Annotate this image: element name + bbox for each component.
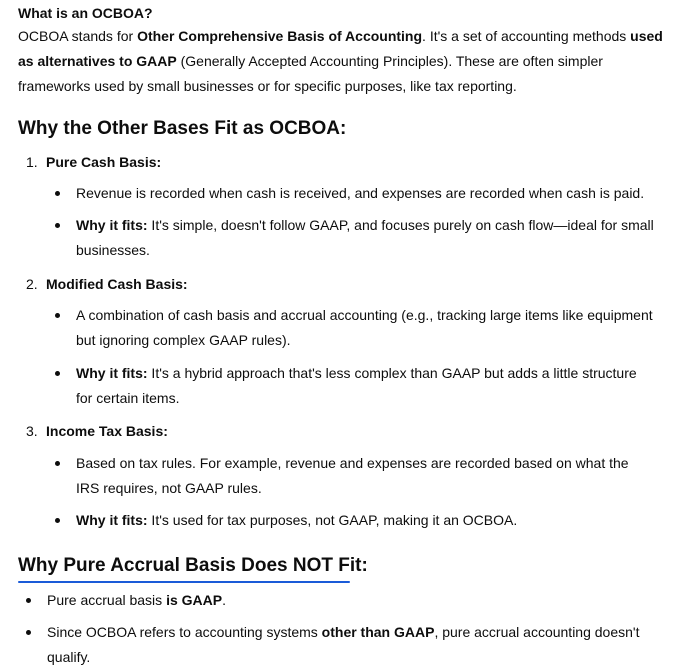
- bullet-item: A combination of cash basis and accrual accounting (e.g., tracking large items like equipment but ignoring complex GAAP rules).: [55, 303, 655, 353]
- list-item-number: 3. Income Tax Basis:: [26, 423, 168, 439]
- intro-paragraph: [18, 24, 668, 99]
- bullet-item: Based on tax rules. For example, revenue and expenses are recorded based on what the IRS requires, not GAAP rules.: [55, 451, 655, 501]
- bullet-dot-icon: [55, 223, 60, 228]
- bullet-item: Why it fits: It's a hybrid approach that's less complex than GAAP but adds a little structure for certain items.: [55, 361, 655, 411]
- bullet-dot-icon: [55, 371, 60, 376]
- list-item-number: 2. Modified Cash Basis:: [26, 276, 188, 292]
- list-item-label: Modified Cash Basis:: [46, 276, 188, 292]
- bullet-item: Since OCBOA refers to accounting systems other than GAAP, pure accrual accounting doesn't qualify.: [26, 620, 666, 670]
- bullet-dot-icon: [55, 191, 60, 196]
- bullet-item: Revenue is recorded when cash is received, and expenses are recorded when cash is paid.: [55, 181, 655, 206]
- intro-text: OCBOA stands for: [18, 28, 138, 44]
- list-item-label: Pure Cash Basis:: [46, 154, 162, 170]
- bullet-item: Pure accrual basis is GAAP.: [26, 588, 666, 613]
- bullet-dot-icon: [26, 630, 31, 635]
- heading-underline: [18, 581, 350, 583]
- bullet-dot-icon: [26, 598, 31, 603]
- bullet-item: Why it fits: It's used for tax purposes, not GAAP, making it an OCBOA.: [55, 508, 655, 533]
- section-heading-fit: Why the Other Bases Fit as OCBOA:: [18, 118, 347, 139]
- bullet-dot-icon: [55, 313, 60, 318]
- bullet-item: Why it fits: It's simple, doesn't follow GAAP, and focuses purely on cash flow—ideal for small businesses.: [55, 213, 655, 263]
- bullet-dot-icon: [55, 461, 60, 466]
- bullet-dot-icon: [55, 518, 60, 523]
- list-item-number: 1. Pure Cash Basis:: [26, 154, 162, 170]
- intro-text: . It's a set of accounting methods: [422, 28, 631, 44]
- intro-title: What is an OCBOA?: [18, 5, 153, 21]
- list-item-label: Income Tax Basis:: [46, 423, 168, 439]
- intro-text: (Generally Accepted Accounting Principles). These are often simpler frameworks used by small businesses or for specific purposes, like tax reporting.: [18, 53, 603, 94]
- section-heading-not-fit: Why Pure Accrual Basis Does NOT Fit:: [18, 555, 368, 576]
- intro-bold-term: Other Comprehensive Basis of Accounting: [137, 28, 423, 44]
- intro-bold-phrase: used as alternatives to GAAP: [18, 28, 663, 69]
